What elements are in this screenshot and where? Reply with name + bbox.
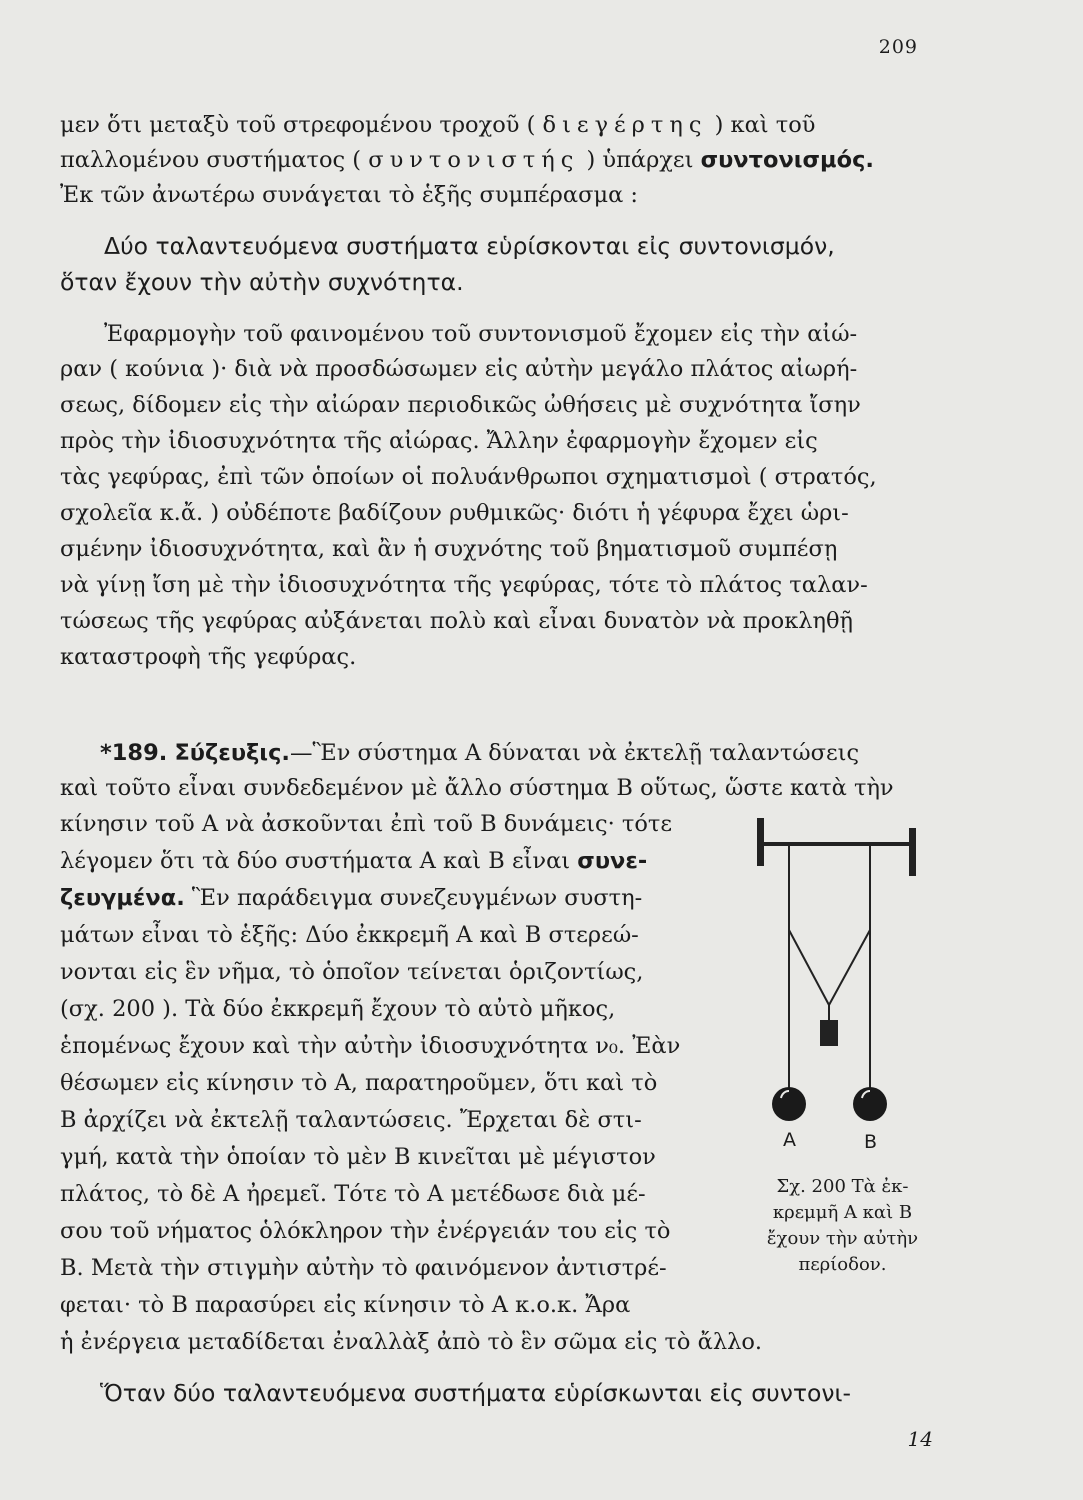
right-support <box>909 828 916 876</box>
text-line: ἑπομένως ἔχουν καὶ τὴν αὐτὴν ἰδιοσυχνότητα ν₀. Ἐὰν <box>60 1033 681 1059</box>
text-span: Ἓν παράδειγμα συνεζευγμένων συστη- <box>191 885 643 911</box>
signature-number: 14 <box>907 1427 933 1451</box>
coupled-pendulums-figure <box>745 800 935 1160</box>
label-b: B <box>864 1131 878 1153</box>
spaced-term: συντονιστής <box>368 147 580 173</box>
section-title: Σύζευξις. <box>174 740 290 766</box>
bold-term: συντονισμός. <box>700 147 874 173</box>
pendulum-bob-b <box>853 1087 887 1121</box>
text-span: ) καὶ τοῦ <box>714 112 816 138</box>
section-number: *189. <box>100 740 168 766</box>
weight-cord-left <box>789 930 829 1005</box>
text-line <box>60 850 647 873</box>
text-line: ἡ ἐνέργεια μεταδίδεται ἐναλλὰξ ἀπὸ τὸ ἓν σῶμα εἰς τὸ ἄλλο. <box>60 1329 763 1355</box>
text-line: σεως, δίδομεν εἰς τὴν αἰώραν περιοδικῶς ὠθήσεις μὲ συχνότητα ἴσην <box>60 392 861 418</box>
text-line: σμένην ἰδιοσυχνότητα, καὶ ἂν ἡ συχνότης τοῦ βηματισμοῦ συμπέσῃ <box>60 536 838 562</box>
text-line: καταστροφὴ τῆς γεφύρας. <box>60 644 357 670</box>
text-line: Ὅταν δύο ταλαντευόμενα συστήματα εὑρίσκωνται εἰς συντονι- <box>100 1379 851 1407</box>
page-number: 209 <box>878 36 918 58</box>
text-line <box>60 114 920 137</box>
label-a: A <box>783 1129 796 1151</box>
text-line: Ἐκ τῶν ἀνωτέρω συνάγεται τὸ ἑξῆς συμπέρασμα : <box>60 182 638 208</box>
section-heading-line <box>100 742 859 765</box>
text-line: φεται· τὸ B παρασύρει εἰς κίνησιν τὸ A κ.ο.κ. Ἄρα <box>60 1292 631 1318</box>
weight-cord-right <box>829 930 870 1005</box>
text-line: κίνησιν τοῦ A νὰ ἀσκοῦνται ἐπὶ τοῦ B δυνάμεις· τότε <box>60 811 672 837</box>
text-span: μεν ὅτι μεταξὺ τοῦ στρεφομένου τροχοῦ ( <box>60 112 536 138</box>
coupling-weight <box>820 1020 838 1046</box>
text-line: B. Μετὰ τὴν στιγμὴν αὐτὴν τὸ φαινόμενον ἀντιστρέ- <box>60 1255 667 1281</box>
text-line: νονται εἰς ἓν νῆμα, τὸ ὁποῖον τείνεται ὁριζοντίως, <box>60 959 644 985</box>
text-line: γμή, κατὰ τὴν ὁποίαν τὸ μὲν B κινεῖται μὲ μέγιστον <box>60 1144 656 1170</box>
left-support <box>757 818 764 866</box>
pendulum-bob-a <box>772 1087 806 1121</box>
text-line: νὰ γίνῃ ἴση μὲ τὴν ἰδιοσυχνότητα τῆς γεφύρας, τότε τὸ πλάτος ταλαν- <box>60 572 868 598</box>
conclusion-line: ὅταν ἔχουν τὴν αὐτὴν συχνότητα. <box>60 268 464 296</box>
bold-term: ζευγμένα. <box>60 885 185 911</box>
text-line: πλάτος, τὸ δὲ A ἠρεμεῖ. Τότε τὸ A μετέδωσε διὰ μέ- <box>60 1181 646 1207</box>
text-span: παλλομένου συστήματος ( <box>60 147 362 173</box>
text-line: θέσωμεν εἰς κίνησιν τὸ A, παρατηροῦμεν, ὅτι καὶ τὸ <box>60 1070 658 1096</box>
text-line: τὰς γεφύρας, ἐπὶ τῶν ὁποίων οἱ πολυάνθρωποι σχηματισμοὶ ( στρατός, <box>60 464 877 490</box>
figure-caption <box>735 1174 950 1278</box>
text-line: τώσεως τῆς γεφύρας αὐξάνεται πολὺ καὶ εἶναι δυνατὸν νὰ προκληθῇ <box>60 608 854 634</box>
text-line: Ἐφαρμογὴν τοῦ φαινομένου τοῦ συντονισμοῦ ἔχομεν εἰς τὴν αἰώ- <box>104 321 858 347</box>
text-span: λέγομεν ὅτι τὰ δύο συστήματα A καὶ B εἶναι <box>60 848 571 874</box>
text-line: (σχ. 200 ). Τὰ δύο ἐκκρεμῆ ἔχουν τὸ αὐτὸ μῆκος, <box>60 996 616 1022</box>
caption-line: κρεμμῆ A καὶ B <box>772 1202 913 1223</box>
text-line <box>60 887 642 910</box>
text-line: ραν ( κούνια )· διὰ νὰ προσδώσωμεν εἰς αὐτὴν μεγάλο πλάτος αἰωρή- <box>60 356 858 382</box>
pendulum-diagram <box>745 800 935 1160</box>
text-line: μάτων εἶναι τὸ ἑξῆς: Δύο ἐκκρεμῆ A καὶ B στερεώ- <box>60 922 639 948</box>
text-line: σχολεῖα κ.ἄ. ) οὐδέποτε βαδίζουν ρυθμικῶς· διότι ἡ γέφυρα ἔχει ὡρι- <box>60 500 849 526</box>
caption-line: περίοδον. <box>798 1254 887 1275</box>
text-line: B ἀρχίζει νὰ ἐκτελῇ ταλαντώσεις. Ἔρχεται δὲ στι- <box>60 1107 642 1133</box>
caption-line: ἔχουν τὴν αὐτὴν <box>766 1228 919 1249</box>
text-line: σου τοῦ νήματος ὁλόκληρον τὴν ἐνέργειάν του εἰς τὸ <box>60 1218 671 1244</box>
bold-term: συνε- <box>577 848 648 874</box>
text-span: —Ἓν σύστημα A δύναται νὰ ἐκτελῇ ταλαντώσεις <box>289 740 860 766</box>
text-span: ) ὑπάρχει <box>586 147 694 173</box>
caption-line: Σχ. 200 Τὰ ἐκ- <box>776 1176 909 1197</box>
text-line <box>60 149 874 172</box>
text-line: πρὸς τὴν ἰδιοσυχνότητα τῆς αἰώρας. Ἄλλην ἐφαρμογὴν ἔχομεν εἰς <box>60 428 818 454</box>
conclusion-line: Δύο ταλαντευόμενα συστήματα εὑρίσκονται εἰς συντονισμόν, <box>104 232 835 260</box>
spaced-term: διεγέρτης <box>542 112 708 138</box>
text-line: καὶ τοῦτο εἶναι συνδεδεμένον μὲ ἄλλο σύστημα B οὕτως, ὥστε κατὰ τὴν <box>60 775 894 801</box>
